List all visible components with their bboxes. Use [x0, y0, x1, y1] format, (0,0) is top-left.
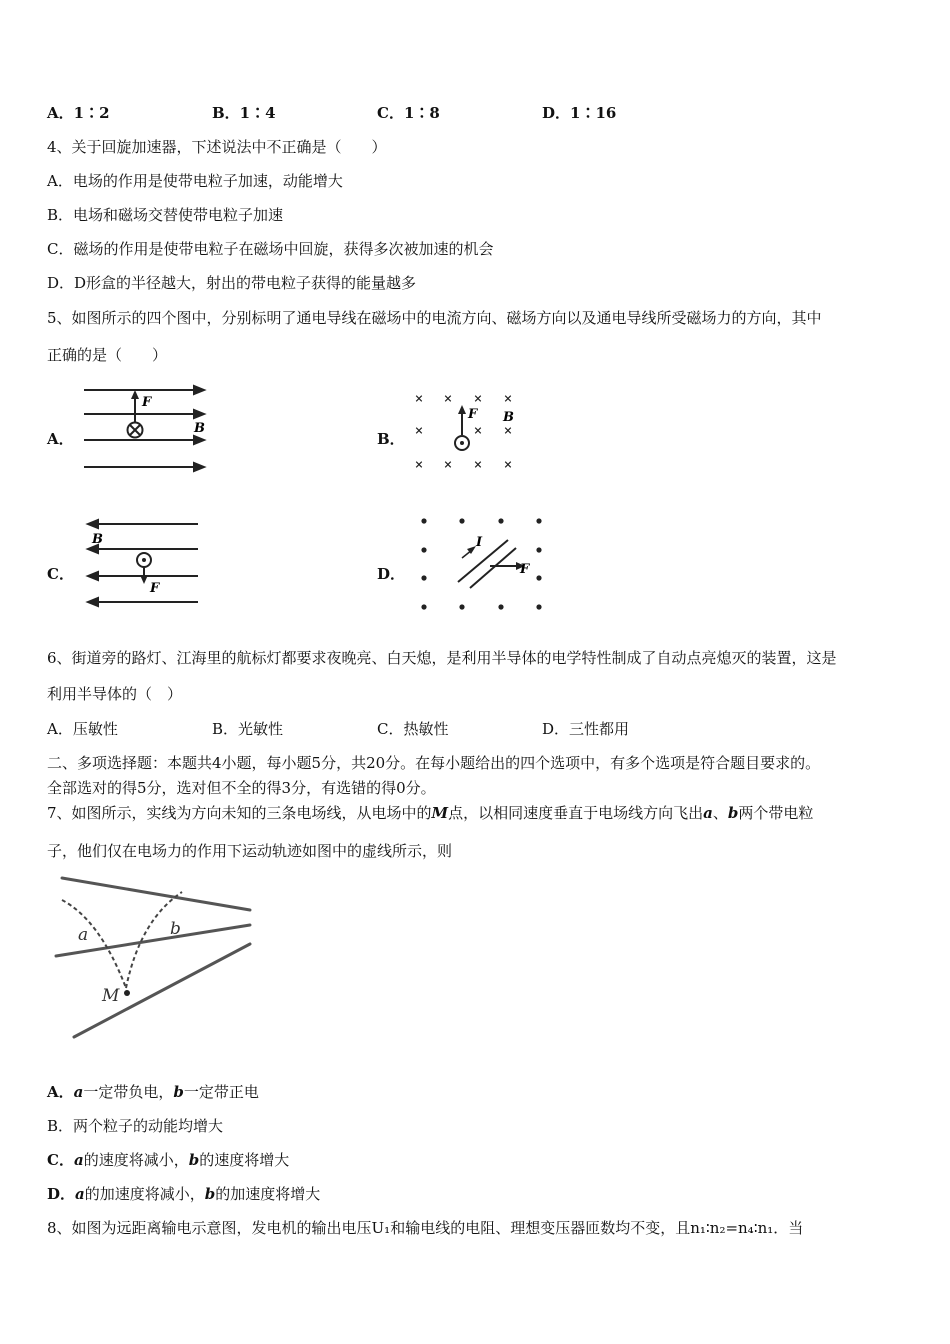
q8-stem: 8、如图为远距离输电示意图，发电机的输出电压U₁和输电线的电阻、理想变压器匝数均不变，且n₁∶n₂=n₄∶n₁．当: [47, 1219, 804, 1237]
q6-option-a: A．压敏性: [47, 720, 118, 738]
q3-option-c: C．1∶8: [377, 104, 440, 122]
q5-option-c-label: C．: [47, 565, 74, 583]
section2-line1: 二、多项选择题：本题共4小题，每小题5分，共20分。在每小题给出的四个选项中，有多个选项是符合题目要求的。: [47, 754, 821, 772]
current-out-of-page-icon: [455, 436, 469, 450]
q7-stem-part1: 7、如图所示，实线为方向未知的三条电场线，从电场中的: [47, 804, 432, 822]
q7-option-a-var-a: a: [73, 1083, 84, 1101]
q4-option-d: D．D形盒的半径越大，射出的带电粒子获得的能量越多: [47, 274, 417, 292]
q7-option-d-end: 的加速度将增大: [215, 1185, 321, 1203]
q7-option-d-var-b: b: [204, 1185, 216, 1203]
q5-stem-line2: 正确的是（ ）: [47, 346, 168, 364]
force-label: F: [150, 581, 160, 596]
q5-stem-line1: 5、如图所示的四个图中，分别标明了通电导线在磁场中的电流方向、磁场方向以及通电导线所受磁场力的方向，其中: [47, 309, 822, 327]
q3-option-a: A．1∶2: [47, 104, 110, 122]
force-label: F: [520, 562, 530, 577]
force-label: F: [142, 395, 152, 410]
q5-figure-c: [84, 516, 209, 611]
q7-option-d-mid: 的加速度将减小，: [84, 1185, 205, 1203]
current-out-of-page-icon: [137, 553, 151, 567]
q6-stem-line2: 利用半导体的（ ）: [47, 685, 183, 703]
q4-option-c: C．磁场的作用是使带电粒子在磁场中回旋，获得多次被加速的机会: [47, 240, 494, 258]
q5-option-b-label: B．: [377, 430, 405, 448]
svg-text:×: ×: [443, 458, 453, 471]
q7-stem-m: M: [431, 804, 449, 822]
q7-stem-part3: 两个带电粒: [738, 804, 814, 822]
q7-option-a-prefix: A．: [47, 1083, 74, 1101]
q4-option-a: A．电场的作用是使带电粒子加速，动能增大: [47, 172, 343, 190]
q3-option-d: D．1∶16: [542, 104, 617, 122]
svg-text:×: ×: [473, 458, 483, 471]
field-label: B: [194, 421, 205, 436]
q7-stem-line2: 子，他们仅在电场力的作用下运动轨迹如图中的虚线所示，则: [47, 842, 453, 860]
force-label: F: [468, 407, 478, 422]
trajectory-a-label: a: [78, 925, 89, 945]
q7-option-a: [47, 1081, 259, 1102]
q7-option-a-mid: 一定带负电，: [83, 1083, 174, 1101]
svg-text:×: ×: [473, 392, 483, 405]
q6-option-c: C．热敏性: [377, 720, 449, 738]
trajectory-b-label: b: [170, 919, 181, 939]
section2-line2: 全部选对的得5分，选对但不全的得3分，有选错的得0分。: [47, 779, 436, 797]
q7-option-b: B．两个粒子的动能均增大: [47, 1117, 224, 1135]
q7-option-c: [47, 1149, 289, 1170]
q7-option-c-mid: 的速度将减小，: [83, 1151, 189, 1169]
q7-figure: [50, 870, 260, 1045]
q7-option-d: [47, 1183, 320, 1204]
field-label: B: [92, 532, 103, 547]
svg-text:×: ×: [473, 424, 483, 437]
point-m-label: M: [102, 986, 120, 1006]
field-label: B: [503, 410, 514, 425]
svg-text:×: ×: [414, 424, 424, 437]
q5-figure-a: [80, 380, 210, 475]
svg-text:×: ×: [414, 392, 424, 405]
svg-text:×: ×: [503, 458, 513, 471]
q7-stem-line1: [47, 802, 813, 823]
q6-option-d: D．三性都用: [542, 720, 630, 738]
q5-figure-b: [410, 388, 530, 473]
q7-option-c-var-a: a: [73, 1151, 84, 1169]
q7-stem-b: b: [727, 804, 739, 822]
svg-text:×: ×: [503, 392, 513, 405]
q7-option-c-prefix: C．: [47, 1151, 74, 1169]
q7-stem-a: a: [703, 804, 713, 822]
current-into-page-icon: [128, 423, 143, 438]
q5-figure-d: [412, 512, 557, 622]
q7-stem-part2: 点，以相同速度垂直于电场线方向飞出: [448, 804, 704, 822]
q7-stem-sep: 、: [712, 804, 728, 822]
q3-option-b: B．1∶4: [212, 104, 276, 122]
svg-text:×: ×: [414, 458, 424, 471]
q7-option-a-end: 一定带正电: [183, 1083, 259, 1101]
q7-option-c-end: 的速度将增大: [199, 1151, 290, 1169]
q6-stem-line1: 6、街道旁的路灯、江海里的航标灯都要求夜晚亮、白天熄，是利用半导体的电学特性制成了自动点亮熄灭的装置，这是: [47, 649, 837, 667]
current-label: I: [476, 535, 483, 550]
q7-option-a-var-b: b: [173, 1083, 184, 1101]
q7-option-c-var-b: b: [188, 1151, 200, 1169]
q7-option-d-var-a: a: [75, 1185, 85, 1203]
q6-option-b: B．光敏性: [212, 720, 284, 738]
svg-text:×: ×: [503, 424, 513, 437]
q4-stem: 4、关于回旋加速器，下述说法中不正确是（ ）: [47, 138, 387, 156]
q7-option-d-prefix: D．: [47, 1185, 76, 1203]
q4-option-b: B．电场和磁场交替使带电粒子加速: [47, 206, 284, 224]
svg-text:×: ×: [443, 392, 453, 405]
q5-option-a-label: A．: [47, 430, 74, 448]
q5-option-d-label: D．: [377, 565, 406, 583]
